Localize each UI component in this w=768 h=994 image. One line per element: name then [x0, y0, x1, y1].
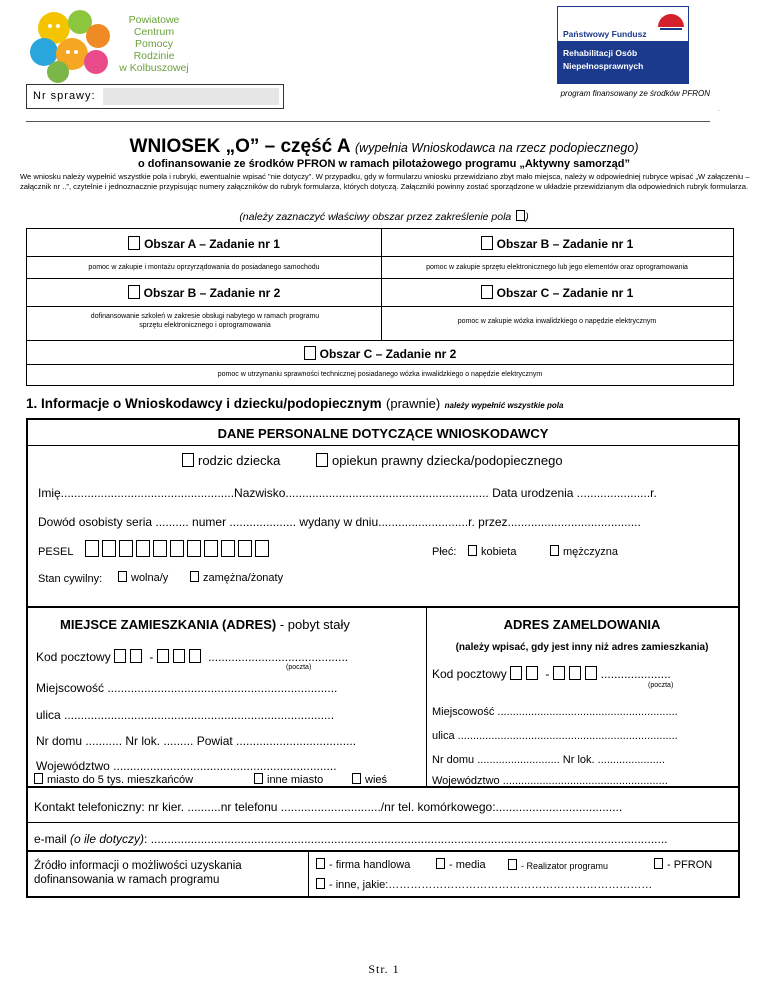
source-media[interactable]: - media — [436, 858, 486, 871]
pcpr-logo — [22, 8, 192, 86]
registration-street[interactable]: ulica ........................................................................ — [432, 730, 678, 742]
mark-note: (należy zaznaczyć właściwy obszar przez zakreślenie pola ) — [239, 211, 529, 223]
checkbox-icon[interactable] — [182, 453, 194, 467]
source-realizer[interactable]: - Realizator programu — [508, 859, 608, 871]
area-a1-desc: pomoc w zakupie i montażu oprzyrządowania do posiadanego samochodu — [88, 264, 320, 271]
role-parent[interactable]: rodzic dziecka — [182, 453, 280, 468]
checkbox-icon[interactable] — [304, 346, 316, 360]
form-title — [0, 136, 768, 158]
form-title-paren: (wypełnia Wnioskodawca na rzecz podopiecznego) — [355, 141, 639, 155]
pesel-input[interactable] — [85, 540, 272, 559]
pfron-logo-line: Państwowy Fundusz — [563, 29, 647, 39]
sex-label: Płeć: — [432, 546, 457, 558]
registration-voivodeship[interactable]: Województwo ...................................................... — [432, 775, 668, 787]
checkbox-icon — [516, 210, 525, 221]
case-number-label: Nr sprawy: — [33, 90, 96, 102]
checkbox-icon[interactable] — [128, 285, 140, 299]
area-c1[interactable]: Obszar C – Zadanie nr 1 — [381, 285, 733, 300]
pcpr-logo-line: w Kolbuszowej — [119, 62, 189, 74]
id-line[interactable]: Dowód osobisty seria .......... numer .................... wydany w dniu...........................r. przez........................................ — [38, 515, 641, 529]
header-dot: . — [718, 104, 721, 113]
email-line[interactable]: e-mail (o ile dotyczy): ........................................................................................................................................................... — [34, 832, 668, 846]
pfron-logo — [557, 6, 689, 84]
case-number-box — [26, 84, 284, 109]
civil-single[interactable]: wolna/y — [118, 571, 168, 584]
registration-note: (należy wpisać, gdy jest inny niż adres zamieszkania) — [455, 642, 709, 653]
checkbox-icon[interactable] — [34, 773, 43, 784]
pcpr-logo-line: Rodzinie — [133, 50, 175, 62]
area-b1[interactable]: Obszar B – Zadanie nr 1 — [381, 236, 733, 251]
area-a1[interactable]: Obszar A – Zadanie nr 1 — [27, 236, 381, 251]
sex-male[interactable]: mężczyzna — [550, 545, 618, 558]
registration-postal[interactable]: Kod pocztowy - ..................... — [432, 667, 671, 681]
pesel-label: PESEL — [38, 546, 74, 558]
area-b1-desc: pomoc w zakupie sprzętu elektronicznego lub jego elementów oraz oprogramowania — [426, 264, 688, 271]
area-c2[interactable]: Obszar C – Zadanie nr 2 — [27, 346, 733, 361]
source-label: Źródło informacji o możliwości uzyskania dofinansowania w ramach programu — [34, 860, 242, 886]
registration-house[interactable]: Nr domu ........................... Nr lok. ...................... — [432, 754, 665, 766]
checkbox-icon[interactable] — [254, 773, 263, 784]
civil-label: Stan cywilny: — [38, 573, 103, 585]
residence-post-office: (poczta) — [286, 664, 312, 671]
personal-data-box — [26, 418, 740, 608]
civil-married[interactable]: zamężna/żonaty — [190, 571, 283, 584]
sex-female[interactable]: kobieta — [468, 545, 516, 558]
checkbox-icon[interactable] — [316, 453, 328, 467]
checkbox-icon[interactable] — [481, 285, 493, 299]
pfron-logo-line: Niepełnosprawnych — [563, 61, 644, 71]
residence-city[interactable]: Miejscowość ..................................................................... — [36, 681, 338, 695]
contact-box — [26, 786, 740, 852]
checkbox-icon[interactable] — [118, 571, 127, 582]
residence-loc-village[interactable]: wieś — [352, 773, 387, 786]
checkbox-icon[interactable] — [316, 858, 325, 869]
checkbox-icon[interactable] — [481, 236, 493, 250]
name-line[interactable]: Imię....................................................Nazwisko............................................................. Data urodzenia ......................r. — [38, 486, 657, 500]
address-box — [26, 606, 740, 788]
section1-heading: 1. Informacje o Wnioskodawcy i dziecku/podopiecznym (prawnie) należy wypełnić wszystkie pola — [26, 396, 564, 411]
registration-title: ADRES ZAMELDOWANIA — [503, 617, 661, 632]
form-title-main: WNIOSEK „O” – część A — [129, 136, 351, 157]
registration-post-office: (poczta) — [648, 682, 674, 689]
pfron-logo-icon — [656, 13, 686, 39]
residence-loc-small[interactable]: miasto do 5 tys. mieszkańców — [34, 773, 193, 786]
source-other[interactable]: - inne, jakie:……………………………………………………………… — [316, 878, 652, 891]
checkbox-icon[interactable] — [436, 858, 445, 869]
residence-house[interactable]: Nr domu ........... Nr lok. ......... Powiat .................................... — [36, 734, 357, 748]
registration-city[interactable]: Miejscowość ........................................................... — [432, 706, 678, 718]
residence-title: MIEJSCE ZAMIESZKANIA (ADRES) - pobyt stały — [60, 617, 350, 632]
form-subtitle: o dofinansowanie ze środków PFRON w ramach pilotażowego programu „Aktywny samorząd” — [137, 158, 631, 170]
residence-street[interactable]: ulica ................................................................................. — [36, 708, 335, 722]
area-b2[interactable]: Obszar B – Zadanie nr 2 — [27, 285, 381, 300]
checkbox-icon[interactable] — [468, 545, 477, 556]
area-b2-desc: dofinansowanie szkoleń w zakresie obsługi nabytego w ramach programu sprzętu elektronicznego i oprogramowania — [90, 313, 320, 329]
areas-table — [26, 228, 734, 386]
pcpr-logo-line: Powiatowe — [128, 14, 180, 26]
pfron-logo-line: Rehabilitacji Osób — [563, 48, 638, 58]
personal-data-title: DANE PERSONALNE DOTYCZĄCE WNIOSKODAWCY — [217, 426, 549, 441]
pcpr-logo-icon — [22, 8, 122, 86]
pcpr-logo-line: Centrum — [133, 26, 175, 38]
checkbox-icon[interactable] — [190, 571, 199, 582]
funding-note: program finansowany ze środków PFRON — [560, 89, 710, 98]
source-pfron[interactable]: - PFRON — [654, 858, 712, 871]
role-guardian[interactable]: opiekun prawny dziecka/podopiecznego — [316, 453, 563, 468]
source-box — [26, 850, 740, 898]
checkbox-icon[interactable] — [128, 236, 140, 250]
residence-postal[interactable]: Kod pocztowy - .......................................... — [36, 650, 349, 664]
checkbox-icon[interactable] — [352, 773, 361, 784]
phone-line[interactable]: Kontakt telefoniczny: nr kier. ..........nr telefonu ............................../nr tel. komórkowego:...................................... — [34, 800, 623, 814]
page-number: Str. 1 — [368, 962, 400, 976]
area-c2-desc: pomoc w utrzymaniu sprawności technicznej posiadanego wózka inwalidzkiego o napędzie elektrycznym — [217, 371, 543, 378]
pcpr-logo-line: Pomocy — [135, 38, 173, 50]
case-number-input[interactable] — [103, 88, 279, 105]
form-instructions: We wniosku należy wypełnić wszystkie pola i rubryki, ewentualnie wpisać "nie dotyczy". W przypadku, gdy w formularzu wniosku przewidziano zbyt mało miejsca, należy w odpowiedniej rubryce wpisać „W załączeniu – załącznik nr ..”, czytelnie i jednoznacznie przypisując numery załączników do rubryk formularza, których dotyczą. Załączniki powinny zostać sporządzone w układzie przewidzianym dla odpowiednich rubryk formularza. — [20, 172, 750, 191]
checkbox-icon[interactable] — [316, 878, 325, 889]
checkbox-icon[interactable] — [550, 545, 559, 556]
residence-voivodeship[interactable]: Województwo ................................................................... — [36, 759, 337, 773]
checkbox-icon[interactable] — [508, 859, 517, 870]
checkbox-icon[interactable] — [654, 858, 663, 869]
area-c1-desc: pomoc w zakupie wózka inwalidzkiego o napędzie elektrycznym — [457, 318, 657, 325]
source-company[interactable]: - firma handlowa — [316, 858, 410, 871]
residence-loc-city[interactable]: inne miasto — [254, 773, 323, 786]
